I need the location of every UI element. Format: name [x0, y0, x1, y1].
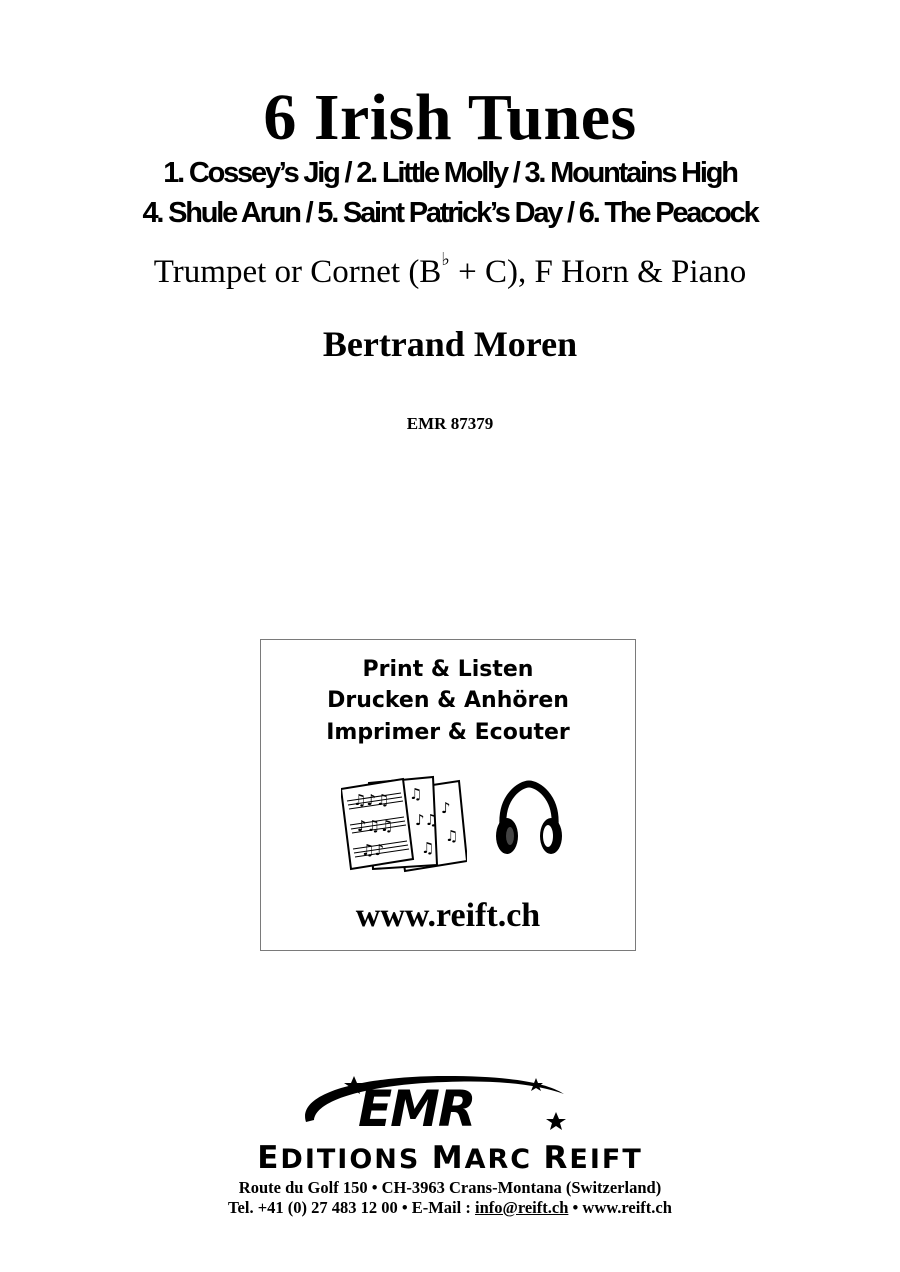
print-listen-box	[260, 639, 636, 951]
publisher-initial-m: M	[431, 1140, 465, 1176]
print-listen-english: Print & Listen	[362, 657, 534, 682]
instrumentation-part-1: Trumpet or Cornet (B	[153, 254, 442, 290]
publisher-initial-r: R	[543, 1140, 570, 1176]
publisher-address: Route du Golf 150 • CH-3963 Crans-Montana (Switzerland)	[238, 1178, 662, 1197]
publisher-contact	[0, 1197, 900, 1219]
star-icon	[529, 1078, 543, 1091]
svg-text:♪♫♫: ♪♫♫	[357, 817, 394, 835]
tune-list-line-2: 4. Shule Arun / 5. Saint Patrick’s Day / 6. The Peacock	[142, 197, 758, 229]
svg-text:♫: ♫	[409, 785, 423, 803]
publisher-word-reift: EIFT	[569, 1144, 643, 1175]
website-link[interactable]: www.reift.ch	[355, 897, 541, 934]
publisher-initial-e: E	[257, 1140, 281, 1176]
svg-text:♪: ♪	[441, 799, 451, 817]
svg-text:♫♪♫: ♫♪♫	[353, 791, 390, 809]
contact-phone: Tel. +41 (0) 27 483 12 00 • E-Mail :	[228, 1198, 475, 1217]
sheet-music-icon	[341, 773, 467, 873]
contact-website[interactable]: • www.reift.ch	[568, 1198, 672, 1217]
tune-list-line-1: 1. Cossey’s Jig / 2. Little Molly / 3. Mountains High	[163, 157, 737, 189]
svg-text:♫: ♫	[445, 827, 459, 845]
email-link[interactable]: info@reift.ch	[474, 1198, 569, 1217]
print-listen-french: Imprimer & Ecouter	[326, 720, 570, 745]
print-listen-german: Drucken & Anhören	[327, 688, 569, 713]
emr-logo	[296, 1072, 596, 1136]
publisher-word-marc: ARC	[464, 1144, 544, 1175]
publisher-word-editions: DITIONS	[280, 1144, 432, 1175]
svg-text:♫: ♫	[421, 839, 435, 857]
headphones-icon	[493, 780, 565, 858]
emr-logo-text: EMR	[358, 1080, 475, 1136]
page-title: 6 Irish Tunes	[263, 81, 637, 154]
instrumentation-part-2: + C), F Horn & Piano	[449, 254, 747, 290]
flat-sign: ♭	[441, 249, 450, 269]
star-icon	[546, 1112, 566, 1130]
svg-text:♪♫: ♪♫	[415, 811, 439, 829]
catalog-code: EMR 87379	[406, 414, 494, 433]
composer-name: Bertrand Moren	[322, 324, 578, 364]
instrumentation	[0, 249, 900, 292]
svg-text:♫♪: ♫♪	[361, 841, 385, 859]
publisher-name	[0, 1142, 900, 1176]
